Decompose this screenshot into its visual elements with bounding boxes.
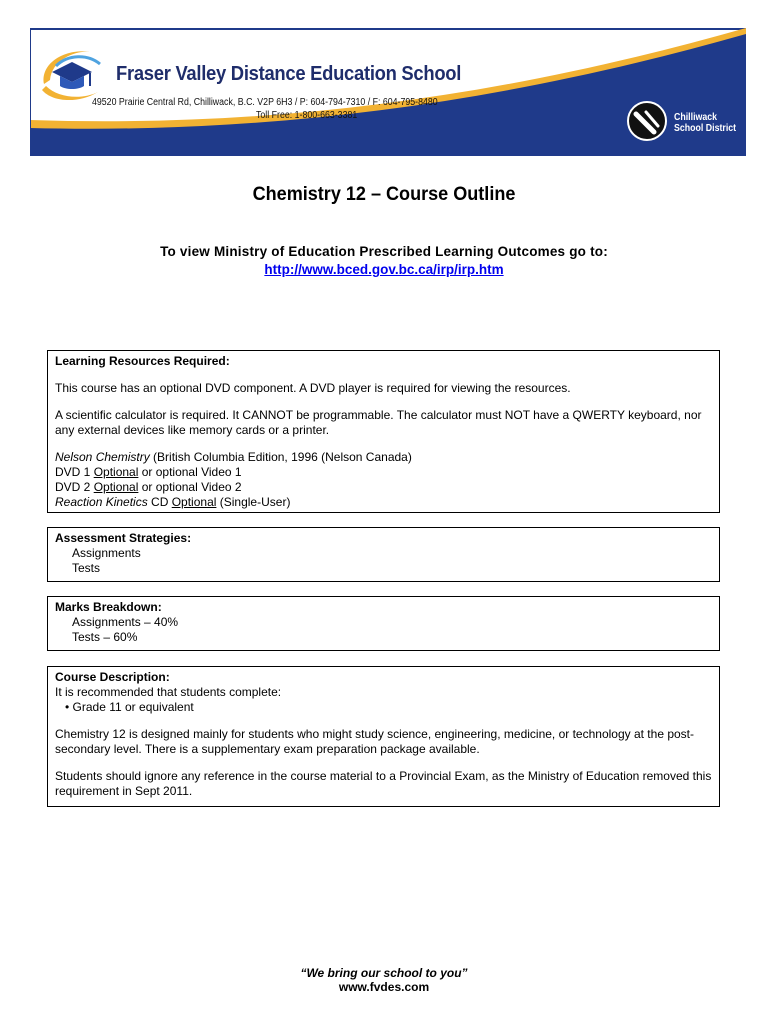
course-description-intro: It is recommended that students complete: bbox=[55, 685, 282, 699]
school-district-logo-icon bbox=[626, 100, 668, 142]
cd-middle: CD bbox=[147, 495, 172, 509]
dvd1-prefix: DVD 1 bbox=[55, 465, 94, 479]
calculator-note: A scientific calculator is required. It CANNOT be programmable. The calculator must NOT have a QWERTY keyboard, nor any external devices like memory cards or a printer. bbox=[55, 408, 702, 437]
dvd1-suffix: or optional Video 1 bbox=[138, 465, 242, 479]
cd-suffix: (Single-User) bbox=[216, 495, 291, 509]
district-name-line2: School District bbox=[674, 123, 737, 134]
learning-resources-box bbox=[47, 350, 720, 513]
learning-resources-heading: Learning Resources Required: bbox=[55, 354, 230, 368]
footer-slogan: “We bring our school to you” bbox=[300, 966, 468, 980]
dvd2-line bbox=[55, 480, 712, 495]
outcomes-link[interactable]: http://www.bced.gov.bc.ca/irp/irp.htm bbox=[264, 262, 504, 277]
marks-box bbox=[47, 596, 720, 651]
dvd1-optional: Optional bbox=[93, 465, 139, 479]
textbook-line bbox=[55, 450, 712, 465]
course-description-para2: Students should ignore any reference in the course material to a Provincial Exam, as the Ministry of Education removed this requirement in Sept 2011. bbox=[55, 769, 712, 798]
district-name-line1: Chilliwack bbox=[674, 112, 718, 123]
school-district-name bbox=[674, 112, 736, 134]
course-description-heading: Course Description: bbox=[55, 670, 170, 684]
school-address: 49520 Prairie Central Rd, Chilliwack, B.C. V2P 6H3 / P: 604-794-7310 / F: 604-795-8480 bbox=[92, 97, 438, 108]
dvd2-suffix: or optional Video 2 bbox=[138, 480, 242, 494]
cd-optional: Optional bbox=[171, 495, 217, 509]
prerequisite-item: • Grade 11 or equivalent bbox=[65, 700, 194, 714]
cd-title: Reaction Kinetics bbox=[55, 495, 148, 509]
dvd2-prefix: DVD 2 bbox=[55, 480, 94, 494]
outcomes-instruction: To view Ministry of Education Prescribed Learning Outcomes go to: bbox=[160, 244, 608, 259]
page-title: Chemistry 12 – Course Outline bbox=[252, 184, 516, 205]
outcomes-link-wrapper bbox=[0, 262, 768, 277]
header-banner bbox=[30, 28, 746, 156]
marks-item: Tests – 60% bbox=[72, 630, 138, 644]
assessment-item: Tests bbox=[72, 561, 101, 575]
school-toll-free: Toll Free: 1-800-663-3381 bbox=[256, 110, 358, 121]
cd-line bbox=[55, 495, 712, 510]
dvd1-line bbox=[55, 465, 712, 480]
school-name: Fraser Valley Distance Education School bbox=[116, 63, 462, 85]
marks-heading: Marks Breakdown: bbox=[55, 600, 162, 614]
footer-website[interactable]: www.fvdes.com bbox=[338, 980, 430, 994]
course-description-box bbox=[47, 666, 720, 807]
assessment-item: Assignments bbox=[72, 546, 141, 560]
assessment-heading: Assessment Strategies: bbox=[55, 531, 192, 545]
textbook-title: Nelson Chemistry bbox=[55, 450, 150, 464]
marks-item: Assignments – 40% bbox=[72, 615, 179, 629]
dvd-note: This course has an optional DVD component. A DVD player is required for viewing the resources. bbox=[55, 381, 571, 395]
textbook-details: (British Columbia Edition, 1996 (Nelson Canada) bbox=[149, 450, 412, 464]
assessment-box bbox=[47, 527, 720, 582]
dvd2-optional: Optional bbox=[93, 480, 139, 494]
course-description-para1: Chemistry 12 is designed mainly for students who might study science, engineering, medicine, or technology at the post-secondary level. There is a supplementary exam preparation package available. bbox=[55, 727, 694, 756]
